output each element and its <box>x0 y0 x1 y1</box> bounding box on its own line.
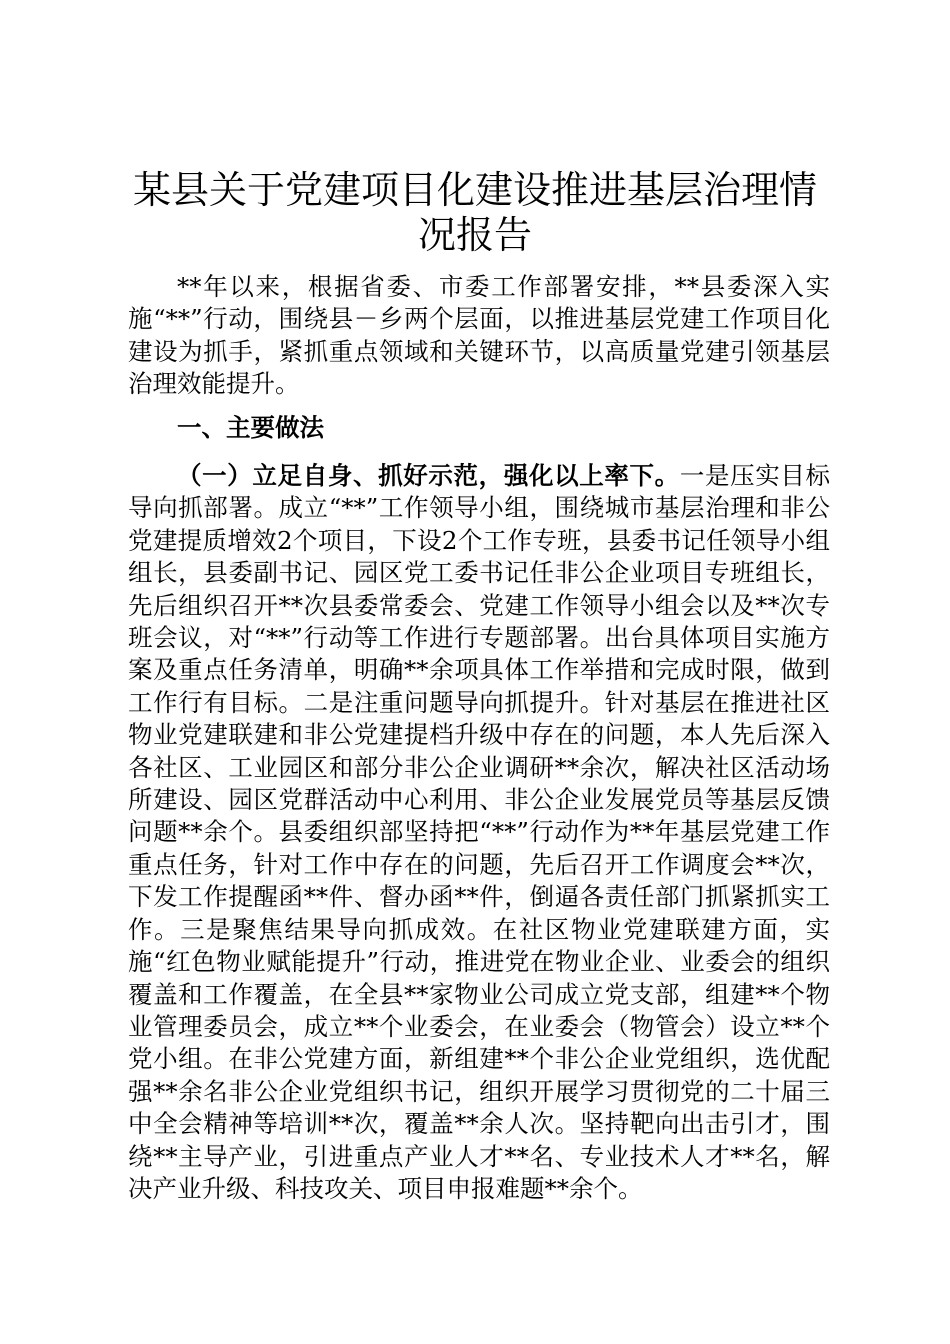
paragraph-1-lead: （一）立足自身、抓好示范，强化以上率下。 <box>177 461 680 490</box>
paragraph-1 <box>128 460 830 1205</box>
paragraph-1-body: 一是压实目标导向抓部署。成立“**”工作领导小组，围绕城市基层治理和非公党建提质增效2个项目，下设2个工作专班，县委书记任领导小组组长，县委副书记、园区党工委书记任非公企业项目专班组长，先后组织召开**次县委常委会、党建工作领导小组会以及**次专班会议，对“**”行动等工作进行专题部署。出台具体项目实施方案及重点任务清单，明确**余项具体工作举措和完成时限，做到工作行有目标。二是注重问题导向抓提升。针对基层在推进社区物业党建联建和非公党建提档升级中存在的问题，本人先后深入各社区、工业园区和部分非公企业调研**余次，解决社区活动场所建设、园区党群活动中心利用、非公企业发展党员等基层反馈问题**余个。县委组织部坚持把“**”行动作为**年基层党建工作重点任务，针对工作中存在的问题，先后召开工作调度会**次，下发工作提醒函**件、督办函**件，倒逼各责任部门抓紧抓实工作。三是聚焦结果导向抓成效。在社区物业党建联建方面，实施“红色物业赋能提升”行动，推进党在物业企业、业委会的组织覆盖和工作覆盖，在全县**家物业公司成立党支部，组建**个物业管理委员会，成立**个业委会，在业委会（物管会）设立**个党小组。在非公党建方面，新组建**个非公企业党组织，选优配强**余名非公企业党组织书记，组织开展学习贯彻党的二十届三中全会精神等培训**次，覆盖**余人次。坚持靶向出击引才，围绕**主导产业，引进重点产业人才**名、专业技术人才**名，解决产业升级、科技攻关、项目申报难题**余个。 <box>128 461 831 1203</box>
section-heading: 一、主要做法 <box>177 413 324 442</box>
intro-paragraph: **年以来，根据省委、市委工作部署安排，**县委深入实施“**”行动，围绕县－乡两个层面，以推进基层党建工作项目化建设为抓手，紧抓重点领域和关键环节，以高质量党建引领基层治理效能提升。 <box>128 272 830 399</box>
document-title: 某县关于党建项目化建设推进基层治理情况报告 <box>132 168 817 257</box>
